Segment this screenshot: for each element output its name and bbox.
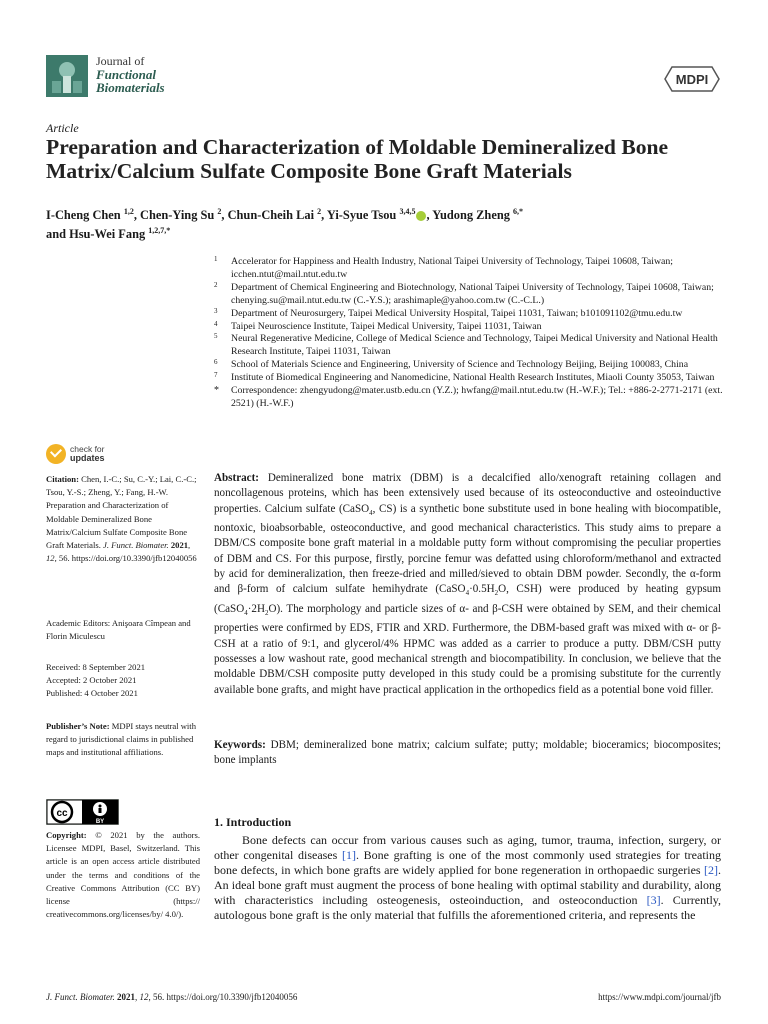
- affiliation-item: 6 School of Materials Science and Engineering, University of Science and Technology Beijing, Beijing 100083, China: [214, 358, 689, 371]
- abstract: Abstract: Demineralized bone matrix (DBM) is a decalcified allo/xenograft retaining collagen and noncollagenous proteins, which has been extensively used because of its osteoconductive and osteoinductive properties. Calcium sulfate (CaSO$_4$, CS) is a synthetic bone substitute used in bone healing with biocompatible, nontoxic, bioabsorbable, osteoconductive, and good mechanical characteristics. This study aims to prepare a DBM/CS composite bone graft material in a moldable putty form without compromising the peculiar properties of DBM and CS. For this purpose, firstly, porcine femur was defatted using chloroform/methanol and extracted by acid for demineralization, then freeze-dried and milled/sieved to obtain DBM powder. Secondly, the α-form and β-form of calcium sulfate hemihydrate ($CaSO_4\cdot 0.5H_2O$, CSH) were produced by heating gypsum $(CaSO_4\cdot 2H_2O)$. The morphology and particle sizes of α- and β-CSH were obtained by SEM, and their chemical properties were confirmed by EDS, FTIR and XRD. Furthermore, the DBM-based graft was mixed with α- or β-CSH at a ratio of 9:1, and glycerol/4% HPMC was added as a carrier to produce a putty. DBM/CSH putty possesses a low washout rate, good mechanical strength and biocompatibility. In conclusion, we believe that the moldable DBM/CSH composite putty developed in this study could be a promising substitute for the currently available bone grafts, and might have practical application in the orthopedics field as a potential bone void filler.: [214, 472, 722, 696]
- svg-text:BY: BY: [95, 819, 105, 825]
- reference-link[interactable]: [1]: [341, 848, 356, 863]
- journal-name: [96, 55, 165, 94]
- article-title: Preparation and Characterization of Moldable Demineralized Bone Matrix/Calcium Sulfate Composite Bone Graft Materials: [46, 135, 669, 183]
- affiliation-item: 1 Accelerator for Happiness and Health Industry, National Taipei University of Technology, Taipei 10608, Taiwan; icchen.ntut@mail.ntut.edu.tw: [214, 255, 673, 280]
- accepted-date: Accepted: 2 October 2021: [46, 675, 137, 686]
- mdpi-logo: [664, 66, 720, 92]
- check-for-updates-button[interactable]: check for updates: [46, 444, 126, 466]
- introduction-paragraph: Bone defects can occur from various causes such as aging, tumor, trauma, infection, surgery, or other congenital diseases [1]. Bone grafting is one of the most commonly used strategies for treating bone defects, in which bone grafts are widely applied for bone regeneration in orthopaedic surgeries [2]. An ideal bone graft must augment the process of bone healing with optimal stability and durability, along with characteristics including osteogenesis, osteoinduction, and osteoconduction [3]. Currently, autologous bone graft is the only material that fulfills the aforementioned criteria, and represents the: [214, 833, 722, 923]
- received-date: Received: 8 September 2021: [46, 662, 146, 672]
- author-name[interactable]: Yi-Syue Tsou: [326, 208, 397, 223]
- publication-dates: [46, 661, 200, 701]
- author-list: I-Cheng Chen $^{1,2}$, Chen-Ying Su $^2$, Chun-Cheih Lai $^2$, Yi-Syue Tsou $^{3,4,5}$ , Yudong Zheng $^{6,*}$ and Hsu-Wei Fang $^{1,2,7,*}$: [46, 207, 524, 242]
- affiliation-item: 7 Institute of Biomedical Engineering and Nanomedicine, National Health Research Institutes, Miaoli County 35053, Taiwan: [214, 371, 715, 384]
- journal-title-line2: Biomaterials: [96, 80, 165, 95]
- reference-link[interactable]: [3]: [646, 893, 661, 908]
- footer-citation: J. Funct. Biomater. 2021, 12, 56. https://doi.org/10.3390/jfb12040056: [46, 992, 298, 1002]
- article-type: Article: [46, 121, 79, 135]
- journal-title-line1: Functional: [96, 67, 156, 82]
- author-name[interactable]: Chen-Ying Su: [140, 208, 215, 223]
- affiliation-item: 4 Taipei Neuroscience Institute, Taipei Medical University, Taipei 11031, Taiwan: [214, 319, 542, 332]
- author-name[interactable]: Yudong Zheng: [432, 208, 510, 223]
- orcid-icon[interactable]: [416, 211, 426, 221]
- affiliation-item: 2 Department of Chemical Engineering and Biotechnology, National Taipei University of Technology, Taipei 10608, Taiwan; chenying.su@mail.ntut.edu.tw (C.-Y.S.); arashimaple@yahoo.com.tw (C.-C.L.): [214, 280, 714, 306]
- academic-editors: Academic Editors: Anişoara Cîmpean and Florin Miculescu: [46, 618, 191, 642]
- footer-journal-url[interactable]: https://www.mdpi.com/journal/jfb: [598, 992, 721, 1002]
- citation-block: Citation: Chen, I.-C.; Su, C.-Y.; Lai, C.-C.; Tsou, Y.-S.; Zheng, Y.; Fang, H.-W. Preparation and Characterization of Moldable Demineralized Bone Matrix/Calcium Sulfate Composite Bone Graft Materials. J. Funct. Biomater. 2021, 12, 56. https://doi.org/10.3390/jfb12040056: [46, 474, 197, 564]
- published-date: Published: 4 October 2021: [46, 688, 138, 699]
- correspondence: * Correspondence: zhengyudong@mater.ustb.edu.cn (Y.Z.); hwfang@mail.ntut.edu.tw (H.-W.F.); Tel.: +886-2-2771-2171 (ext. 2521) (H.-W.F.): [214, 385, 723, 409]
- copyright-notice: Copyright: © 2021 by the authors. Licensee MDPI, Basel, Switzerland. This article is an open access article distributed under the terms and conditions of the Creative Commons Attribution (CC BY) license (https:// creativecommons.org/licenses/by/ 4.0/).: [46, 830, 200, 920]
- cc-by-license-icon[interactable]: [46, 799, 119, 825]
- check-updates-icon: [46, 444, 66, 464]
- section-heading-introduction: 1. Introduction: [214, 815, 292, 829]
- affiliations: [214, 256, 729, 411]
- author-name[interactable]: Hsu-Wei Fang: [69, 227, 146, 242]
- journal-logo-icon: [46, 55, 88, 97]
- journal-prefix: Journal of: [96, 54, 145, 68]
- author-name[interactable]: I-Cheng Chen: [46, 208, 121, 223]
- citation-doi-link[interactable]: , 56. https://doi.org/10.3390/jfb12040056: [54, 553, 197, 564]
- keywords: Keywords: DBM; demineralized bone matrix; calcium sulfate; putty; moldable; bioceramics; biocomposites; bone implants: [214, 739, 721, 767]
- affiliation-item: 5 Neural Regenerative Medicine, College of Medical Science and Technology, Taipei Medical University and National Health Research Institute, Taipei 11031, Taiwan: [214, 332, 718, 358]
- reference-link[interactable]: [2]: [704, 863, 718, 878]
- affiliation-item: 3 Department of Neurosurgery, Taipei Medical University Hospital, Taipei 11031, Taiwan; b101091102@tmu.edu.tw: [214, 306, 683, 319]
- publisher-note: Publisher’s Note: MDPI stays neutral with regard to jurisdictional claims in published maps and institutional affiliations.: [46, 721, 196, 758]
- footer-doi-link[interactable]: , 56. https://doi.org/10.3390/jfb12040056: [148, 992, 298, 1002]
- svg-text:cc: cc: [56, 808, 68, 819]
- publisher-name: MDPI: [675, 72, 709, 87]
- author-name[interactable]: Chun-Cheih Lai: [227, 208, 315, 223]
